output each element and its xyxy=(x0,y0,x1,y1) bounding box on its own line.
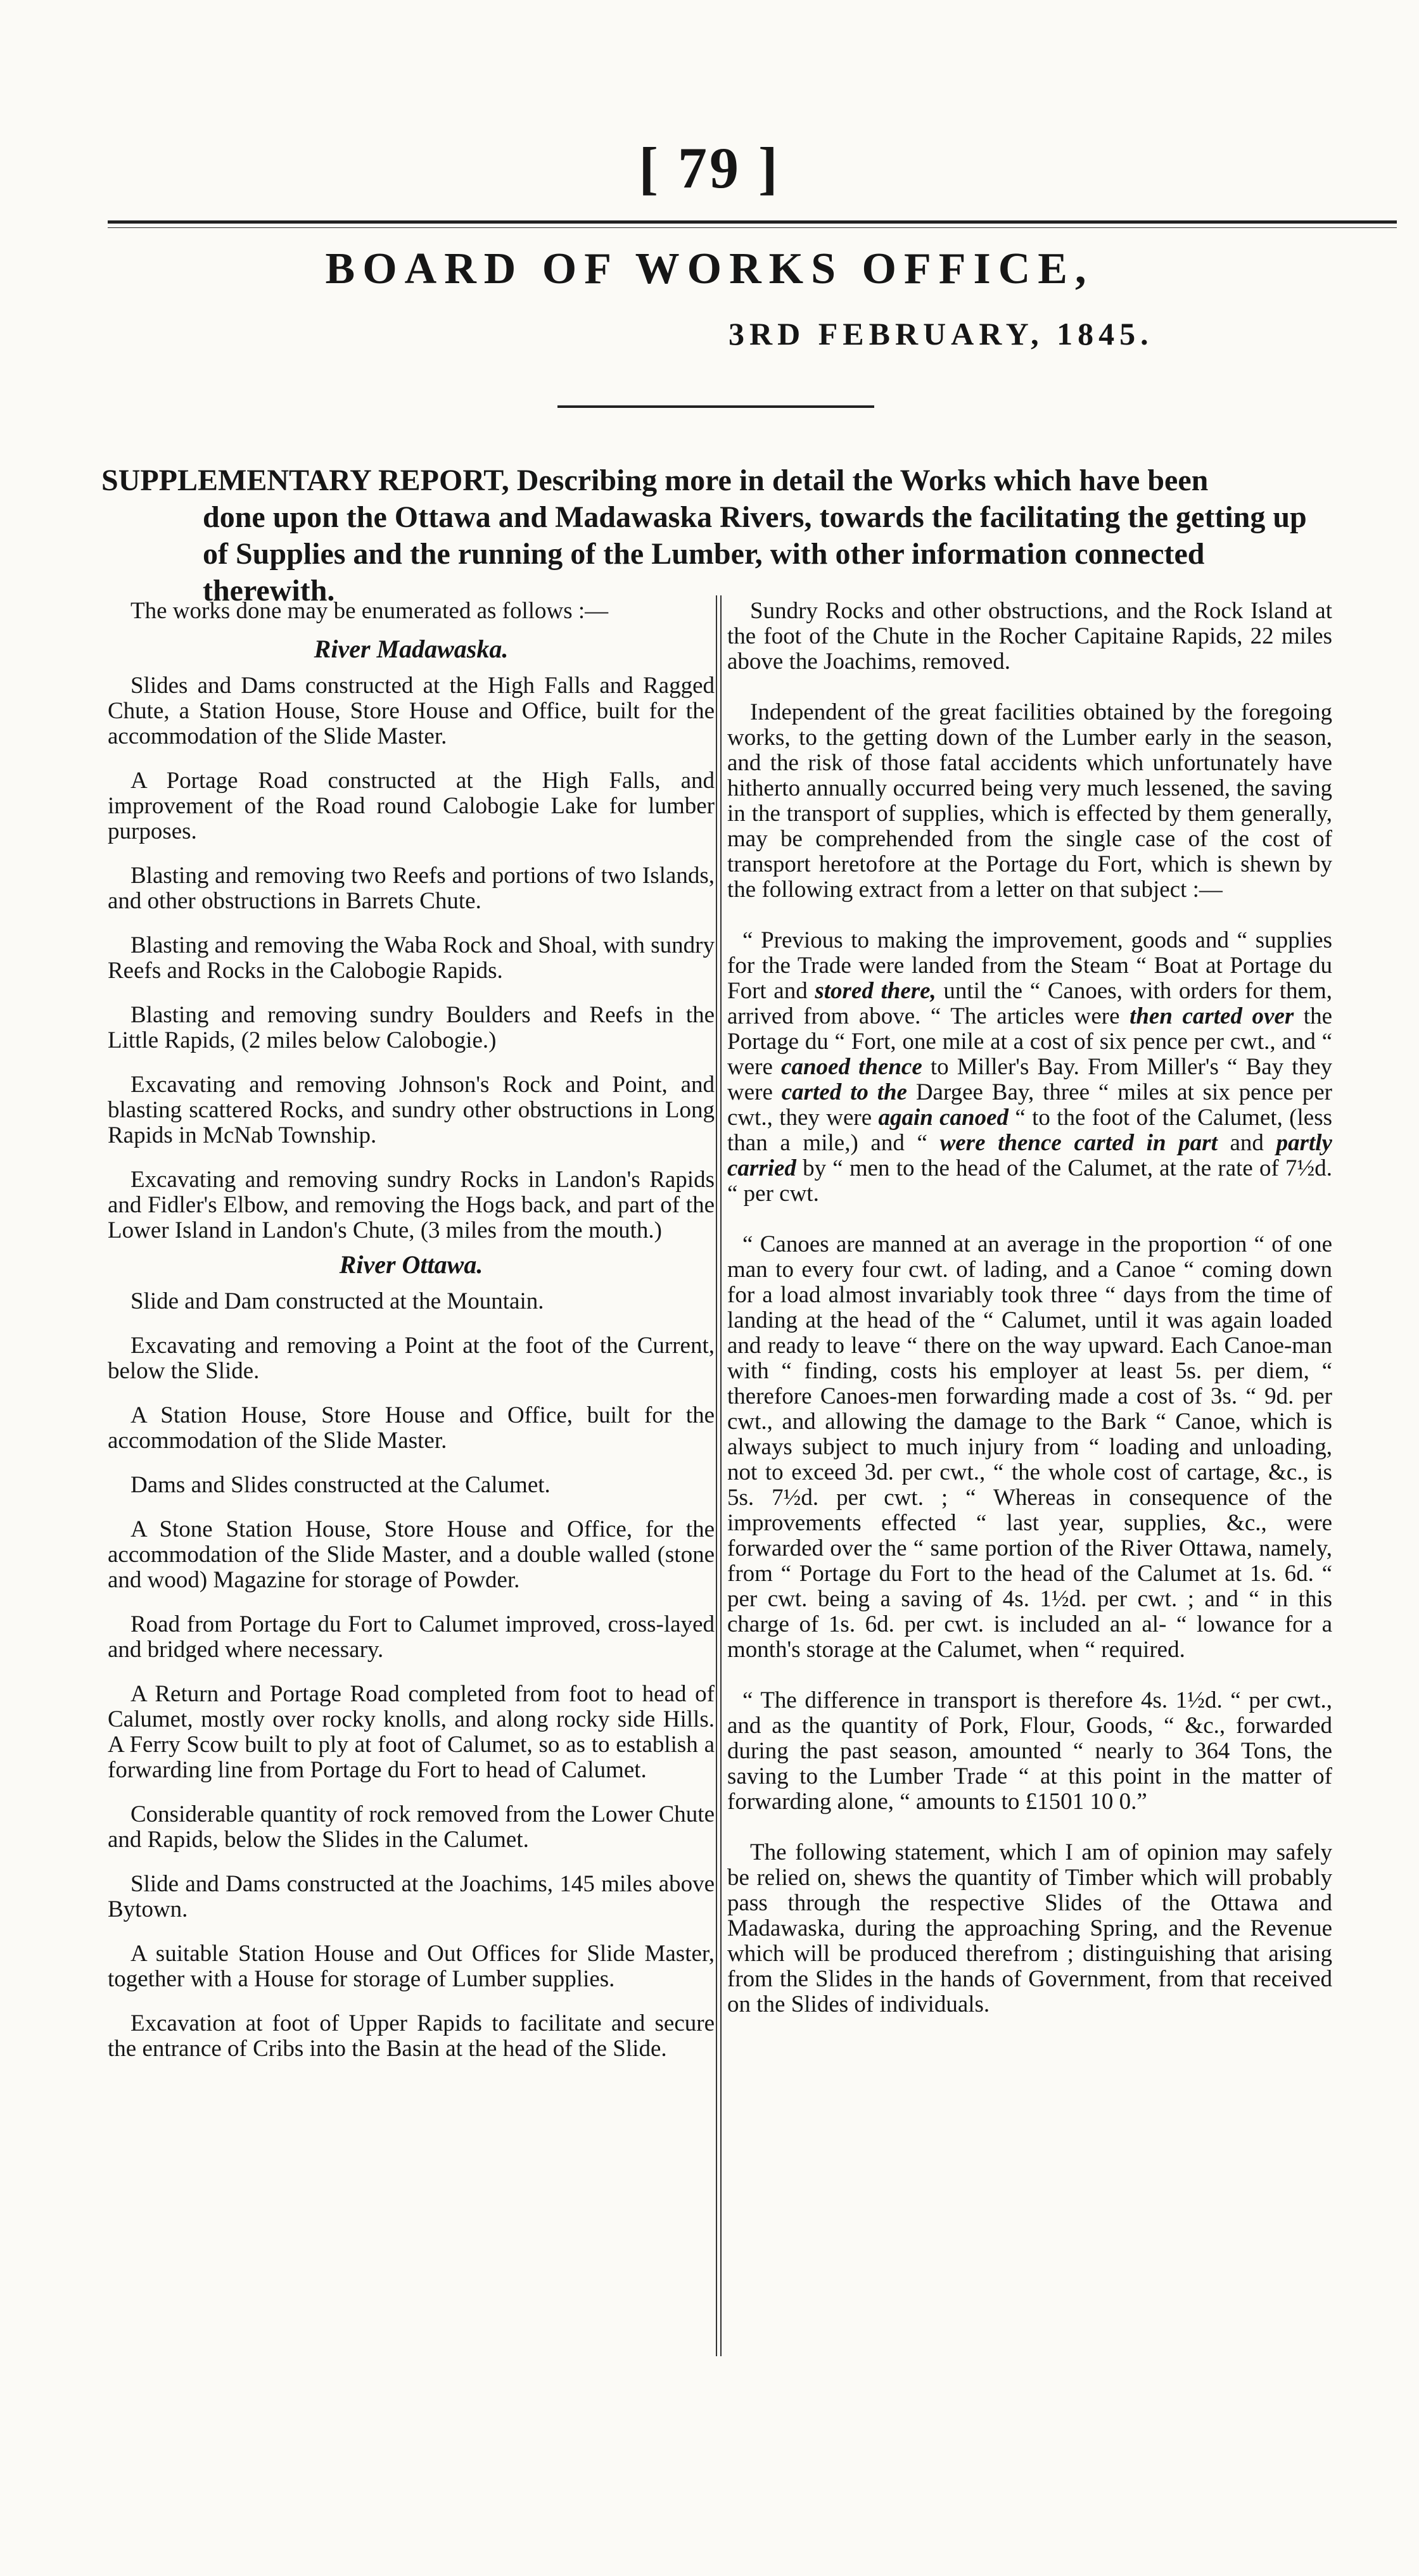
madawaska-item: A Portage Road constructed at the High Falls, and improvement of the Road round Calobogie Lake for lumber purposes. xyxy=(108,768,715,844)
quote-1-text-e: Dargee Bay, three “ miles at six pence per cwt., they were xyxy=(727,1079,1332,1131)
madawaska-item: Blasting and removing the Waba Rock and Shoal, with sundry Reefs and Rocks in the Calobogie Rapids. xyxy=(108,932,715,984)
quote-1-text-h: by “ men to the head of the Calumet, at the rate of 7½d. “ per cwt. xyxy=(727,1155,1332,1207)
quote-1-emphasis-7: partly carried xyxy=(727,1130,1332,1181)
works-intro: The works done may be enumerated as follows :— xyxy=(130,598,609,624)
rocher-capitaine-paragraph: Sundry Rocks and other obstructions, and the Rock Island at the foot of the Chute in the Rocher Capitaine Rapids, 22 miles above the Joachims, removed. xyxy=(727,598,1332,675)
quote-paragraph-1 xyxy=(727,928,1332,1207)
ottawa-item: Excavation at foot of Upper Rapids to facilitate and secure the entrance of Cribs into the Basin at the head of the Slide. xyxy=(108,2010,715,2062)
section-title-ottawa: River Ottawa. xyxy=(339,1250,483,1279)
quote-1-emphasis-1: stored there, xyxy=(815,978,936,1004)
ottawa-item: Slide and Dam constructed at the Mountain. xyxy=(130,1288,544,1314)
report-heading-lead: SUPPLEMENTARY REPORT, xyxy=(101,464,509,497)
short-rule xyxy=(557,405,874,408)
report-heading-line1: Describing more in detail the Works which have been xyxy=(509,464,1209,497)
column-divider xyxy=(716,595,722,2356)
facilities-paragraph: Independent of the great facilities obtained by the foregoing works, to the getting down of the Lumber early in the season, and the risk of those fatal accidents which unfortunately have hitherto annually occurred being very much lessened, the saving in the transport of supplies, which is effected by them generally, may be comprehended from the single case of the cost of transport heretofore at the Portage du Fort, which is shewn by the following extract from a letter on that subject :— xyxy=(727,699,1332,903)
letter-extract xyxy=(727,928,1332,1815)
ottawa-item: Dams and Slides constructed at the Calumet. xyxy=(130,1472,550,1498)
quote-1-text-a: “ Previous to making the improvement, goods and “ supplies for the Trade were landed from the Steam “ Boat at Portage du Fort and xyxy=(727,927,1332,1004)
quote-1-emphasis-3: canoed thence xyxy=(781,1054,922,1080)
quote-1-text-g: and xyxy=(1217,1130,1276,1156)
right-column xyxy=(727,599,1332,2036)
office-title: BOARD OF WORKS OFFICE, xyxy=(325,244,1094,293)
madawaska-item: Excavating and removing sundry Rocks in Landon's Rapids and Fidler's Elbow, and removing the Hogs back, and part of the Lower Island in Landon's Chute, (3 miles from the mouth.) xyxy=(108,1167,715,1243)
madawaska-item: Excavating and removing Johnson's Rock and Point, and blasting scattered Rocks, and sundry other obstructions in Long Rapids in McNab Township. xyxy=(108,1072,715,1148)
top-rule xyxy=(108,220,1397,228)
ottawa-item: Excavating and removing a Point at the foot of the Current, below the Slide. xyxy=(108,1333,715,1384)
quote-1-text-d: to Miller's Bay. From Miller's “ Bay they were xyxy=(727,1054,1332,1105)
ottawa-item: Slide and Dams constructed at the Joachims, 145 miles above Bytown. xyxy=(108,1871,715,1922)
section-title-madawaska: River Madawaska. xyxy=(314,635,509,663)
quote-1-text-f: “ to the foot of the Calumet, (less than a mile,) and “ xyxy=(727,1105,1332,1156)
report-date: 3RD FEBRUARY, 1845. xyxy=(729,316,1154,352)
ottawa-item: Considerable quantity of rock removed from the Lower Chute and Rapids, below the Slides in the Calumet. xyxy=(108,1801,715,1853)
page-number: [ 79 ] xyxy=(639,136,780,200)
quote-1-emphasis-6: were thence carted in part xyxy=(939,1130,1218,1156)
ottawa-item: A Stone Station House, Store House and Office, for the accommodation of the Slide Master, and a double walled (stone and wood) Magazine for storage of Powder. xyxy=(108,1516,715,1593)
quote-1-emphasis-2: then carted over xyxy=(1129,1003,1294,1029)
quote-1-emphasis-4: carted to the xyxy=(781,1079,907,1105)
quote-1-text-b: until the “ Canoes, with orders for them, arrived from above. “ The articles were xyxy=(727,978,1332,1029)
quote-1-emphasis-5: again canoed xyxy=(878,1105,1009,1131)
quote-paragraph-3: “ The difference in transport is therefore 4s. 1½d. “ per cwt., and as the quantity of Pork, Flour, Goods, “ &c., forwarded during the past season, amounted “ nearly to 364 Tons, the saving to the Lumber Trade “ at this point in the matter of forwarding alone, “ amounts to £1501 10 0.” xyxy=(727,1687,1332,1815)
quote-paragraph-2: “ Canoes are manned at an average in the proportion “ of one man to every four cwt. of lading, and a Canoe “ coming down for a load almost invariably took three “ days from the time of landing at the head of the “ Calumet, until it was again loaded and ready to leave “ there on the way upward. Each Canoe-man with “ finding, costs his employer at least 5s. per diem, “ therefore Canoes-men forwarding made a cost of 3s. “ 9d. per cwt., and allowing the damage to the Bark “ Canoe, which is always subject to much injury from “ loading and unloading, not to exceed 3d. per cwt., “ the whole cost of cartage, &c., is 5s. 7½d. per cwt. ; “ Whereas in consequence of the improvements effected “ last year, supplies, &c., were forwarded over the “ same portion of the River Ottawa, namely, from “ Portage du Fort to the head of the Calumet at 1s. 6d. “ per cwt. being a saving of 4s. 1½d. per cwt. ; and “ in this charge of 1s. 6d. per cwt. is included an al- “ lowance for a month's storage at the Calumet, when “ required. xyxy=(727,1231,1332,1663)
madawaska-item: Blasting and removing sundry Boulders and Reefs in the Little Rapids, (2 miles below Calobogie.) xyxy=(108,1002,715,1053)
ottawa-item: A Return and Portage Road completed from foot to head of Calumet, mostly over rocky knolls, and along rocky side Hills. A Ferry Scow built to ply at foot of Calumet, so as to establish a forwarding line from Portage du Fort to head of Calumet. xyxy=(108,1681,715,1783)
madawaska-item: Slides and Dams constructed at the High Falls and Ragged Chute, a Station House, Store House and Office, built for the accommodation of the Slide Master. xyxy=(108,673,715,749)
report-heading-line2: done upon the Ottawa and Madawaska Rivers, towards the facilitating the getting up of Supplies and the running of the Lumber, with other information connected therewith. xyxy=(203,500,1307,607)
ottawa-item: A suitable Station House and Out Offices for Slide Master, together with a House for storage of Lumber supplies. xyxy=(108,1941,715,1992)
ottawa-item: A Station House, Store House and Office, built for the accommodation of the Slide Master. xyxy=(108,1402,715,1454)
ottawa-item: Road from Portage du Fort to Calumet improved, cross-layed and bridged where necessary. xyxy=(108,1611,715,1663)
left-column xyxy=(108,599,715,2081)
report-heading xyxy=(101,462,1324,609)
timber-statement-paragraph: The following statement, which I am of opinion may safely be relied on, shews the quantity of Timber which will probably pass through the respective Slides of the Ottawa and Madawaska, during the approaching Spring, and the Revenue which will be produced therefrom ; distinguishing that arising from the Slides in the hands of Government, from that received on the Slides of individuals. xyxy=(727,1839,1332,2017)
quote-1-text-c: the Portage du “ Fort, one mile at a cost of six pence per cwt., and “ were xyxy=(727,1003,1333,1080)
madawaska-item: Blasting and removing two Reefs and portions of two Islands, and other obstructions in Barrets Chute. xyxy=(108,863,715,914)
